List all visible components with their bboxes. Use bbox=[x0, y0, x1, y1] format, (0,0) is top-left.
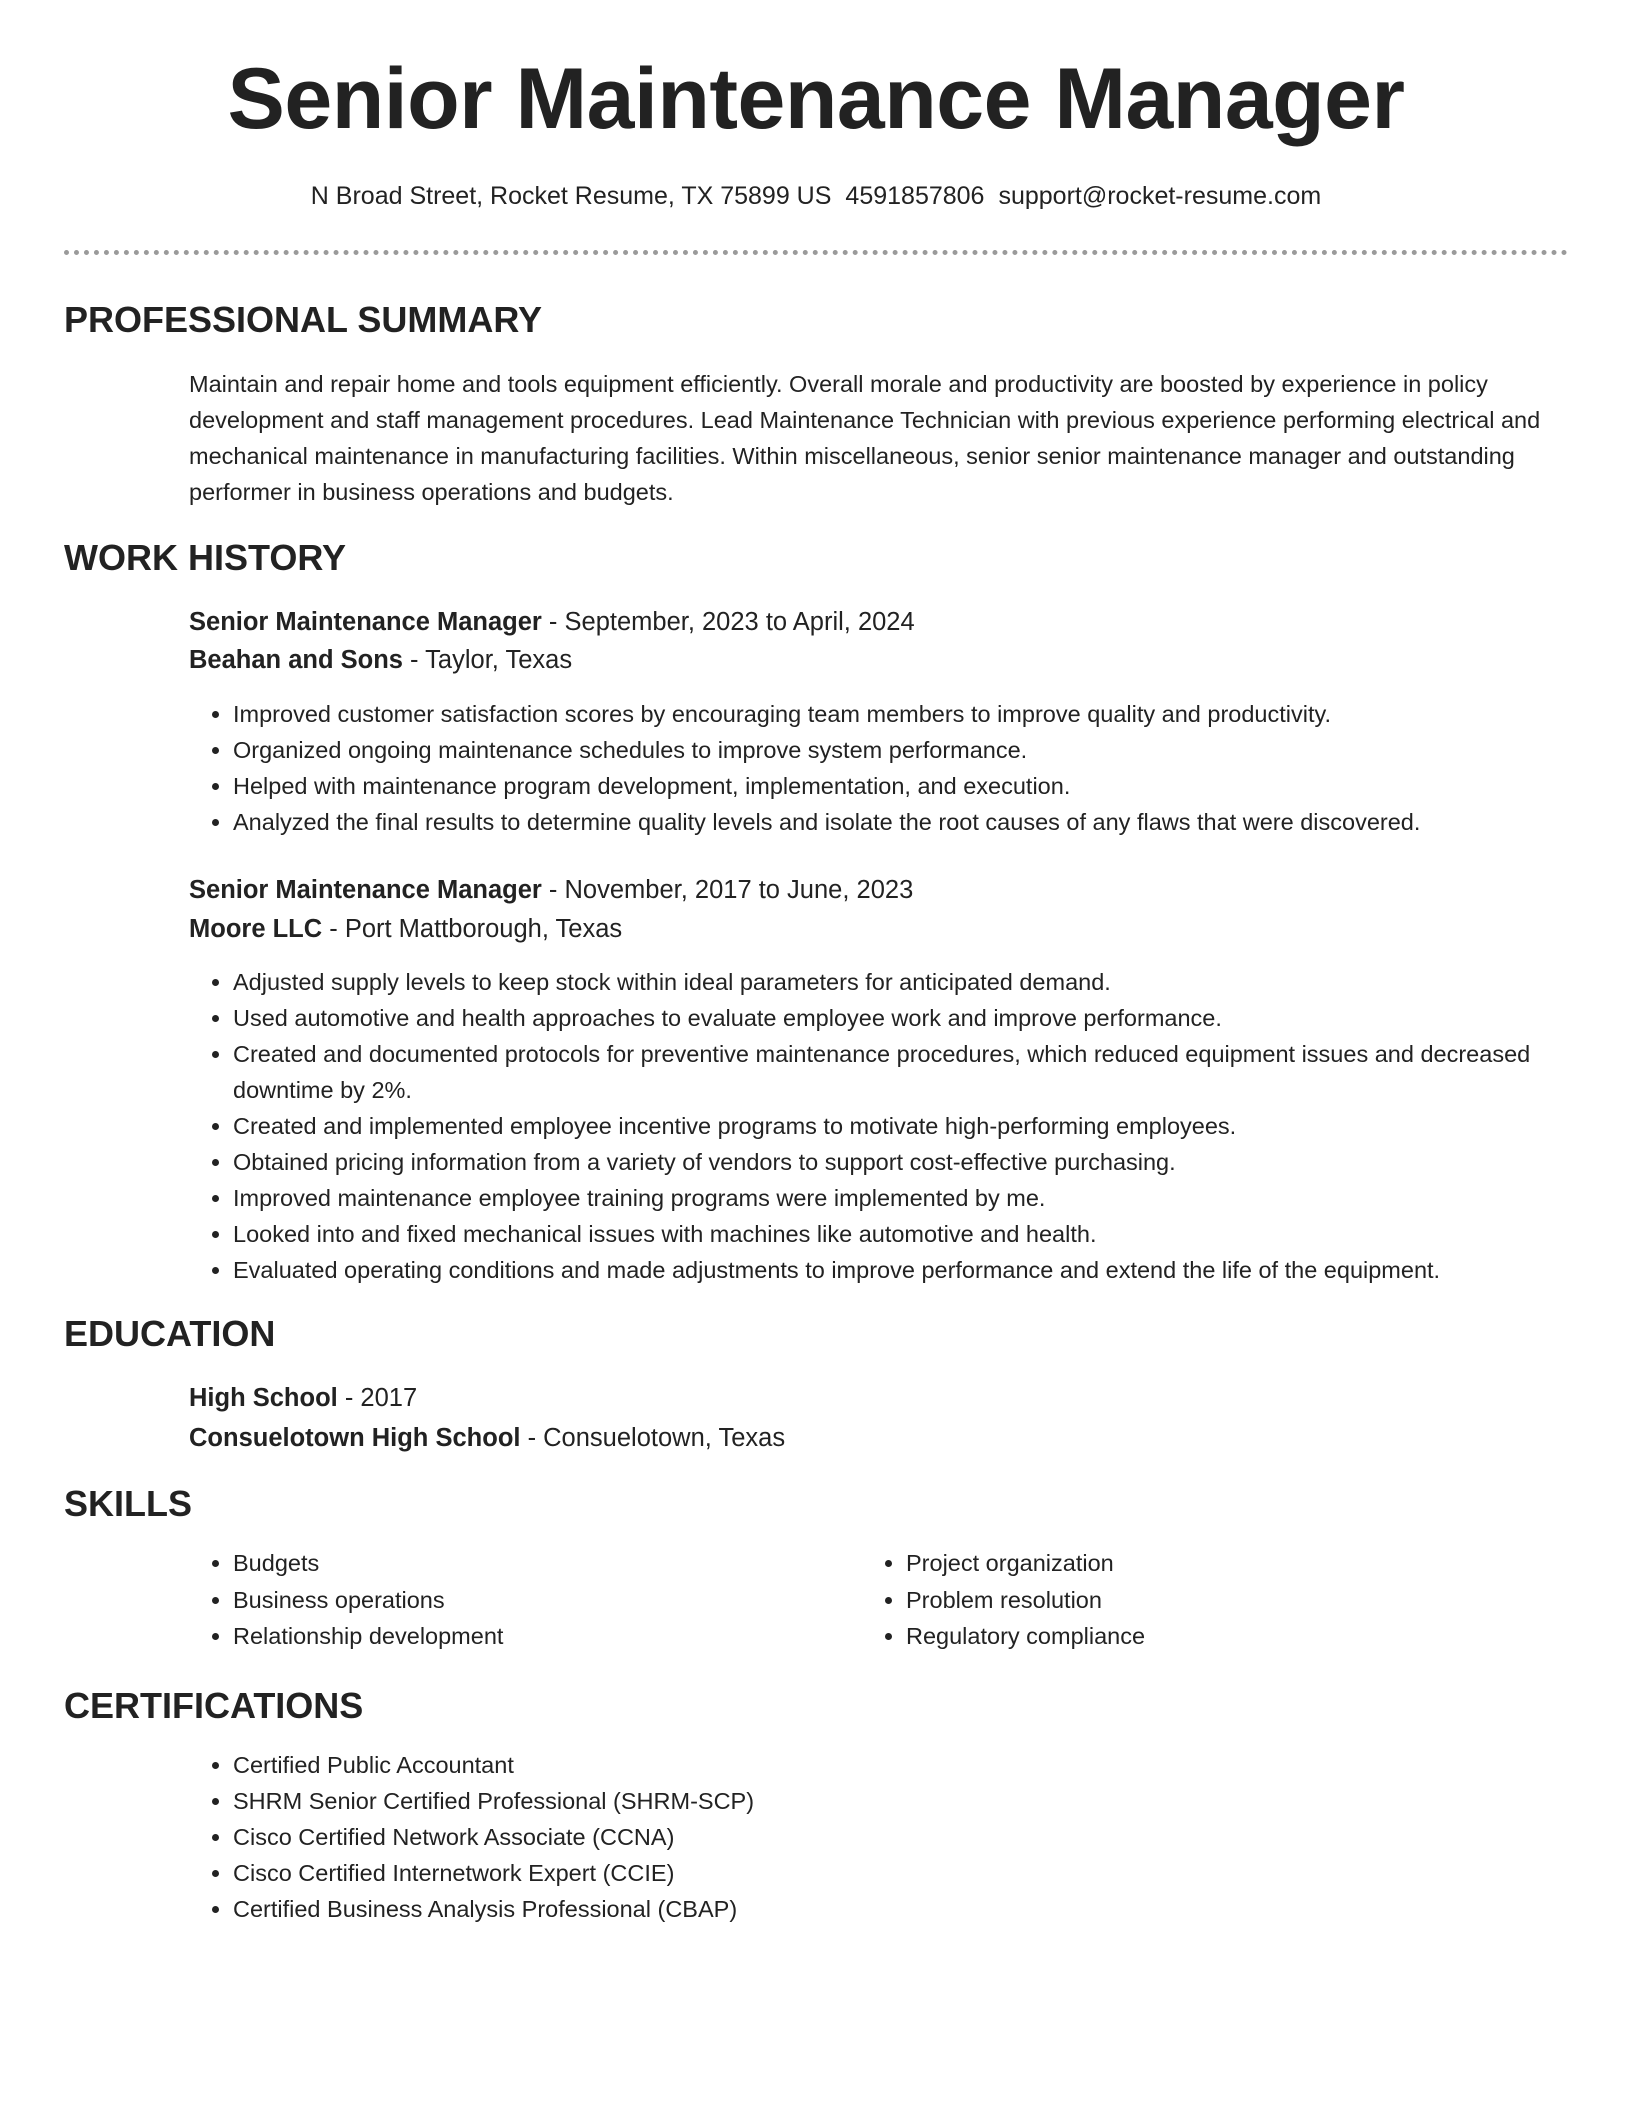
list-item: • Improved maintenance employee training programs were implemented by me. bbox=[233, 1180, 1618, 1216]
list-item: • Cisco Certified Network Associate (CCNA) bbox=[233, 1819, 1618, 1855]
header-divider bbox=[64, 250, 1568, 255]
list-item: • Created and documented protocols for preventive maintenance procedures, which reduced equipment issues and decreased downtime by 2%. bbox=[233, 1036, 1618, 1108]
list-item: • Regulatory compliance bbox=[906, 1618, 1526, 1655]
section-title-summary: PROFESSIONAL SUMMARY bbox=[64, 299, 543, 340]
education-degree: High School bbox=[189, 1384, 338, 1412]
education-degree-line bbox=[189, 1383, 417, 1414]
education-school: Consuelotown High School bbox=[189, 1424, 521, 1452]
section-title-skills: SKILLS bbox=[64, 1483, 193, 1524]
list-item: • Obtained pricing information from a variety of vendors to support cost-effective purchasing. bbox=[233, 1144, 1618, 1180]
list-item: • Certified Public Accountant bbox=[233, 1747, 1618, 1783]
list-item: • Looked into and fixed mechanical issues with machines like automotive and health. bbox=[233, 1216, 1618, 1252]
section-title-work-history: WORK HISTORY bbox=[64, 537, 347, 578]
list-item: • Created and implemented employee incentive programs to motivate high-performing employees. bbox=[233, 1108, 1618, 1144]
job-2-dates: - November, 2017 to June, 2023 bbox=[541, 876, 914, 904]
section-title-certifications: CERTIFICATIONS bbox=[64, 1685, 364, 1726]
job-2-location: - Port Mattborough, Texas bbox=[322, 915, 623, 943]
job-2-title-line bbox=[189, 875, 913, 906]
list-item: • Relationship development bbox=[233, 1618, 853, 1655]
job-1-company-line bbox=[189, 645, 572, 676]
list-item: • Used automotive and health approaches to evaluate employee work and improve performance. bbox=[233, 1000, 1618, 1036]
list-item: • Organized ongoing maintenance schedules to improve system performance. bbox=[233, 732, 1618, 768]
list-item: • Evaluated operating conditions and made adjustments to improve performance and extend the life of the equipment. bbox=[233, 1252, 1618, 1288]
list-item: • Cisco Certified Internetwork Expert (CCIE) bbox=[233, 1855, 1618, 1891]
contact-line bbox=[0, 181, 1632, 211]
list-item: • SHRM Senior Certified Professional (SHRM-SCP) bbox=[233, 1783, 1618, 1819]
list-item: • Improved customer satisfaction scores by encouraging team members to improve quality and productivity. bbox=[233, 696, 1618, 732]
education-school-line bbox=[189, 1423, 785, 1454]
job-1-company: Beahan and Sons bbox=[189, 646, 403, 674]
contact-phone: 4591857806 bbox=[845, 182, 985, 210]
list-item: • Certified Business Analysis Professional (CBAP) bbox=[233, 1891, 1618, 1927]
education-location: - Consuelotown, Texas bbox=[520, 1424, 786, 1452]
job-1-location: - Taylor, Texas bbox=[402, 646, 573, 674]
resume-name: Senior Maintenance Manager bbox=[227, 51, 1405, 147]
list-item: • Helped with maintenance program development, implementation, and execution. bbox=[233, 768, 1618, 804]
job-2-company: Moore LLC bbox=[189, 915, 323, 943]
job-1-title-line bbox=[189, 607, 915, 638]
list-item: • Project organization bbox=[906, 1545, 1526, 1582]
skills-list-left bbox=[189, 1545, 853, 1655]
job-2-bullets bbox=[189, 964, 1618, 1288]
list-item: • Problem resolution bbox=[906, 1582, 1526, 1619]
job-2-company-line bbox=[189, 914, 622, 945]
list-item: • Budgets bbox=[233, 1545, 853, 1582]
summary-text: Maintain and repair home and tools equipment efficiently. Overall morale and productivity are boosted by experience in policy development and staff management procedures. Lead Maintenance Technician with previous experience performing electrical and mechanical maintenance in manufacturing facilities. Within miscellaneous, senior senior maintenance manager and outstanding performer in business operations and budgets. bbox=[189, 371, 1541, 505]
job-2-role: Senior Maintenance Manager bbox=[189, 876, 542, 904]
education-year: - 2017 bbox=[337, 1384, 418, 1412]
list-item: • Analyzed the final results to determine quality levels and isolate the root causes of any flaws that were discovered. bbox=[233, 804, 1618, 840]
list-item: • Business operations bbox=[233, 1582, 853, 1619]
skills-list-right bbox=[862, 1545, 1526, 1655]
job-1-role: Senior Maintenance Manager bbox=[189, 608, 542, 636]
job-1-dates: - September, 2023 to April, 2024 bbox=[541, 608, 915, 636]
certifications-list bbox=[189, 1747, 1618, 1927]
contact-email: support@rocket-resume.com bbox=[998, 182, 1322, 210]
contact-address: N Broad Street, Rocket Resume, TX 75899 US bbox=[310, 182, 832, 210]
job-1-bullets bbox=[189, 696, 1618, 840]
list-item: • Adjusted supply levels to keep stock within ideal parameters for anticipated demand. bbox=[233, 964, 1618, 1000]
section-title-education: EDUCATION bbox=[64, 1313, 276, 1354]
